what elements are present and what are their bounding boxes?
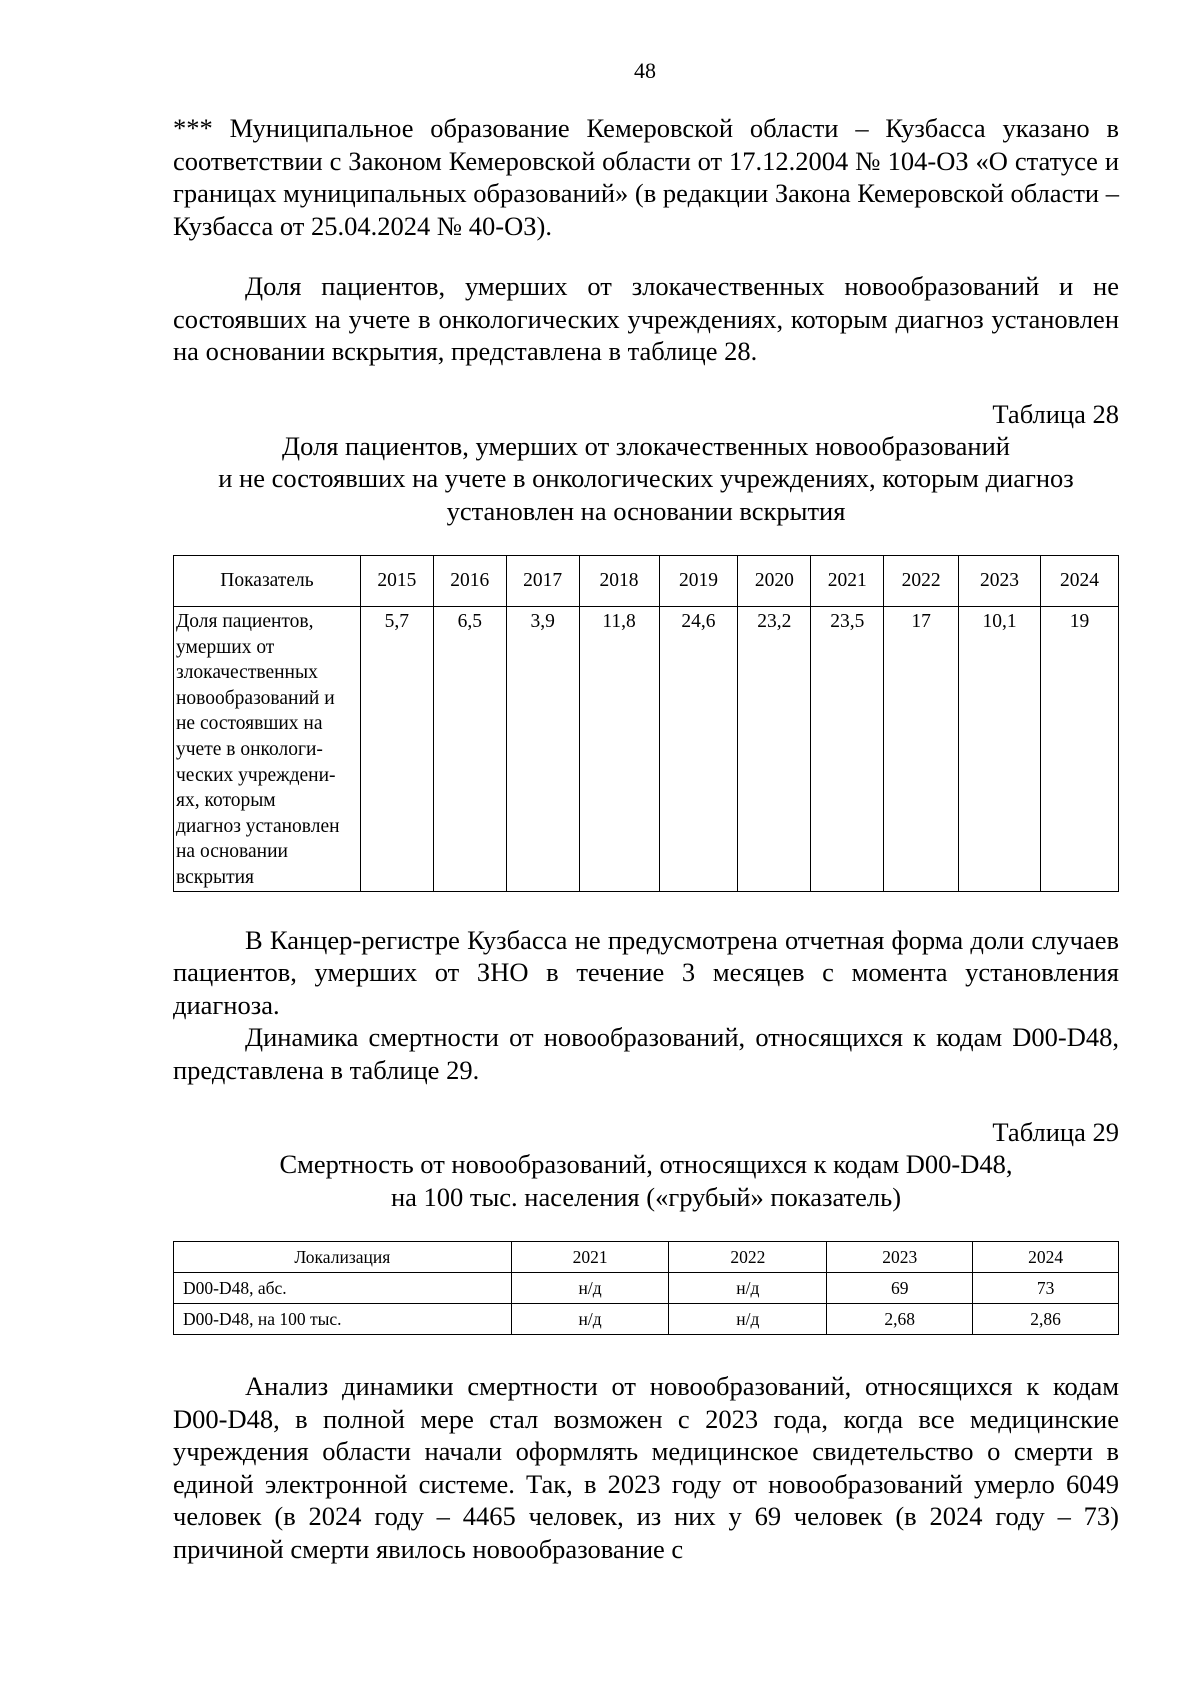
table-29-title-line: Смертность от новообразований, относящихся к кодам D00-D48, [279, 1149, 1013, 1180]
row-label-line: вскрытия [176, 866, 254, 888]
row-label-line: новообразований и [176, 687, 335, 709]
table-29-header-cell: 2021 [511, 1242, 669, 1273]
table-28-header-cell: 2021 [811, 556, 884, 607]
row-label-line: Доля пациентов, [176, 611, 314, 632]
table-28 [173, 555, 1119, 892]
table-28-value-cell: 3,9 [506, 607, 579, 892]
table-28-title [173, 430, 1119, 528]
paragraph-analysis: Анализ динамики смертности от новообразований, относящихся к кодам D00-D48, в полной мере стал возможен с 2023 года, когда все медицинские учреждения области начали оформлять медицинское свидетельство о смерти в единой электронной системе. Так, в 2023 году от новообразований умерло 6049 человек (в 2024 году – 4465 человек, из них у 69 человек (в 2024 году – 73) причиной смерти явилось новообразование с [173, 1371, 1119, 1564]
table-29-cell: 73 [973, 1273, 1119, 1304]
table-28-header-cell: 2023 [959, 556, 1041, 607]
table-28-value-cell: 5,7 [360, 607, 433, 892]
table-28-title-line: и не состоявших на учете в онкологических учреждениях, которым диагноз [218, 463, 1074, 493]
table-28-value-cell: 10,1 [959, 607, 1041, 892]
table-29-label: Таблица 29 [992, 1117, 1119, 1148]
table-29-cell: D00-D48, на 100 тыс. [174, 1304, 512, 1335]
table-row [174, 1304, 1119, 1335]
table-28-value-cell: 17 [884, 607, 959, 892]
table-29 [173, 1241, 1119, 1335]
row-label-line: диагноз установлен [176, 815, 340, 837]
table-29-cell: 2,68 [827, 1304, 973, 1335]
page-number: 48 [634, 58, 656, 83]
table-28-header-row [174, 556, 1119, 607]
table-28-value-cell: 6,5 [433, 607, 506, 892]
table-28-label: Таблица 28 [992, 398, 1119, 429]
table-29-cell: н/д [669, 1304, 827, 1335]
table-28-value-cell: 24,6 [659, 607, 738, 892]
table-28-header-cell: 2018 [579, 556, 659, 607]
paragraph-intro-table-28: Доля пациентов, умерших от злокачественных новообразований и не состоявших на учете в онкологических учреждениях, которым диагноз установлен на основании вскрытия, представлена в таблице 28. [173, 271, 1119, 366]
table-28-row-label [174, 607, 361, 892]
table-28-header-cell: 2019 [659, 556, 738, 607]
table-28-value-cell: 11,8 [579, 607, 659, 892]
paragraph-intro-table-29: Динамика смертности от новообразований, относящихся к кодам D00-D48, представлена в таблице 29. [173, 1022, 1119, 1085]
table-28-header-cell: 2024 [1041, 556, 1119, 607]
table-28-header-cell: 2017 [506, 556, 579, 607]
table-29-cell: н/д [511, 1273, 669, 1304]
table-29-title [173, 1148, 1119, 1213]
table-29-header-cell: 2024 [973, 1242, 1119, 1273]
table-29-header-cell: 2023 [827, 1242, 973, 1273]
table-row [174, 1273, 1119, 1304]
table-28-header-cell: 2016 [433, 556, 506, 607]
row-label-line: на основании [176, 841, 288, 863]
row-label-line: не состоявших на [176, 713, 323, 735]
table-row [174, 607, 1119, 892]
table-28-value-cell: 23,5 [811, 607, 884, 892]
table-29-header-cell: Локализация [174, 1242, 512, 1273]
row-label-line: учете в онкологи- [176, 738, 323, 760]
table-29-header-row [174, 1242, 1119, 1273]
row-label-line: ях, которым [176, 790, 276, 812]
document-body [173, 112, 1119, 1565]
table-28-header-cell: 2020 [738, 556, 811, 607]
row-label-line: злокачественных [176, 662, 318, 684]
table-28-value-cell: 19 [1041, 607, 1119, 892]
table-29-cell: 2,86 [973, 1304, 1119, 1335]
footnote: *** Муниципальное образование Кемеровской области – Кузбасса указано в соответствии с Законом Кемеровской области от 17.12.2004 № 104-ОЗ «О статусе и границах муниципальных образований» (в редакции Закона Кемеровской области – Кузбасса от 25.04.2024 № 40-ОЗ). [173, 113, 1119, 241]
paragraph-cancer-register: В Канцер-регистре Кузбасса не предусмотрена отчетная форма доли случаев пациентов, умерших от ЗНО в течение 3 месяцев с момента установления диагноза. [173, 924, 1119, 1020]
table-28-header-cell: 2022 [884, 556, 959, 607]
table-28-title-line: установлен на основании вскрытия [446, 495, 846, 526]
row-label-line: умерших от [176, 636, 275, 658]
table-29-cell: 69 [827, 1273, 973, 1304]
table-28-value-cell: 23,2 [738, 607, 811, 892]
table-29-title-line: на 100 тыс. населения («грубый» показатель) [390, 1181, 902, 1212]
table-29-cell: D00-D48, абс. [174, 1273, 512, 1304]
table-29-cell: н/д [511, 1304, 669, 1335]
table-28-header-cell: Показатель [174, 556, 361, 607]
table-29-cell: н/д [669, 1273, 827, 1304]
table-28-title-line: Доля пациентов, умерших от злокачественных новообразований [282, 430, 1010, 461]
table-29-header-cell: 2022 [669, 1242, 827, 1273]
table-28-header-cell: 2015 [360, 556, 433, 607]
row-label-line: ческих учреждени- [176, 764, 336, 786]
